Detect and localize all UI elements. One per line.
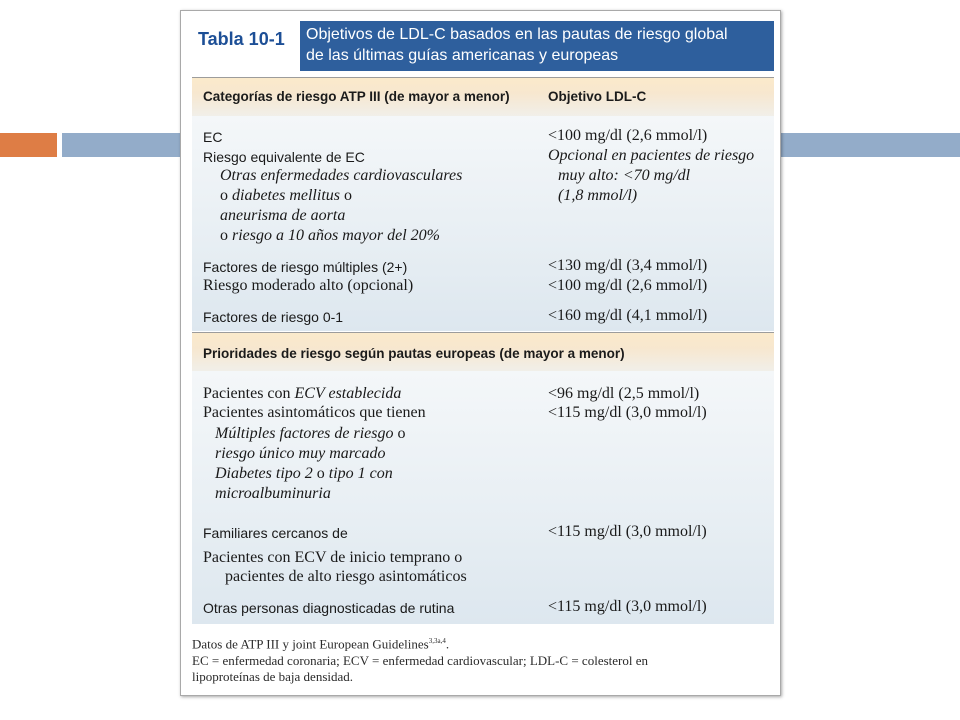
- text-diabetes-tipo-2: Diabetes tipo 2: [215, 465, 313, 482]
- row-ecv-label: [203, 385, 401, 403]
- row-equiv-goal-1: Opcional en pacientes de riesgo: [548, 147, 755, 164]
- row-others-label: Otras personas diagnosticadas de rutina: [203, 600, 455, 616]
- row-equiv-sub-3: aneurisma de aorta: [220, 207, 346, 224]
- footnote-refs: 3,3a,4: [428, 637, 446, 645]
- section-2-header: [192, 332, 774, 371]
- row-low-label: Factores de riesgo 0-1: [203, 309, 344, 325]
- row-ec-label: EC: [203, 129, 223, 145]
- table-label: Tabla 10-1: [192, 21, 300, 71]
- text-multiples-factores: Múltiples factores de riesgo: [215, 425, 394, 442]
- section-1-header: [192, 77, 774, 116]
- row-equiv-sub-2: [220, 187, 352, 205]
- text-o: o: [220, 187, 228, 204]
- col-header-categories: Categorías de riesgo ATP III (de mayor a menor): [203, 89, 510, 104]
- text-diabetes: diabetes mellitus: [232, 187, 340, 204]
- table-title-line-1: Objetivos de LDL-C basados en las pautas de riesgo global: [306, 26, 728, 43]
- row-multi-goal: <130 mg/dl (3,4 mmol/l): [548, 257, 708, 274]
- row-ec-goal: <100 mg/dl (2,6 mmol/l): [548, 127, 708, 144]
- footnote-source: Datos de ATP III y joint European Guidelines: [192, 636, 429, 652]
- col-header-goal: Objetivo LDL-C: [548, 89, 647, 104]
- text-ecv-establecida: ECV establecida: [294, 385, 402, 402]
- slide-accent-bar-blue-right: [780, 133, 960, 157]
- table-title-line-2: de las últimas guías americanas y europeas: [306, 47, 619, 64]
- footnote-line-3: lipoproteínas de baja densidad.: [192, 669, 354, 685]
- text-o: o: [316, 465, 325, 482]
- row-equiv-label: Riesgo equivalente de EC: [203, 149, 365, 165]
- row-ecv-goal: <96 mg/dl (2,5 mmol/l): [548, 385, 700, 402]
- row-others-goal: <115 mg/dl (3,0 mmol/l): [548, 598, 707, 615]
- row-moderate-label: Riesgo moderado alto (opcional): [203, 277, 414, 294]
- row-equiv-sub-4: [220, 227, 440, 245]
- text-pacientes-con: Pacientes con: [203, 385, 291, 402]
- slide-accent-bar-blue-left: [62, 133, 182, 157]
- footnote-period: .: [445, 636, 450, 652]
- row-relatives-sub-2: pacientes de alto riesgo asintomáticos: [225, 568, 467, 585]
- row-asymp-goal: <115 mg/dl (3,0 mmol/l): [548, 404, 707, 421]
- row-asymp-sub-3: [215, 465, 393, 483]
- row-equiv-goal-2: muy alto: <70 mg/dl: [558, 167, 691, 184]
- text-tipo-1: tipo 1 con: [328, 465, 393, 482]
- row-relatives-goal: <115 mg/dl (3,0 mmol/l): [548, 523, 707, 540]
- table-image: [180, 10, 781, 696]
- table-title: [300, 21, 774, 71]
- section-1-body: [192, 116, 774, 331]
- row-moderate-goal: <100 mg/dl (2,6 mmol/l): [548, 277, 708, 294]
- row-low-goal: <160 mg/dl (4,1 mmol/l): [548, 307, 708, 324]
- row-asymp-label: Pacientes asintomáticos que tienen: [203, 404, 426, 421]
- row-multi-label: Factores de riesgo múltiples (2+): [203, 259, 408, 275]
- row-relatives-sub-1: Pacientes con ECV de inicio temprano o: [203, 549, 463, 566]
- row-asymp-sub-1: [215, 425, 406, 443]
- table-footnote: [192, 633, 767, 686]
- text-o: o: [397, 425, 406, 442]
- footnote-line-2: EC = enfermedad coronaria; ECV = enfermedad cardiovascular; LDL-C = colesterol en: [192, 652, 648, 668]
- row-relatives-label: Familiares cercanos de: [203, 525, 348, 541]
- footnote-line-1: [192, 633, 767, 653]
- table-header: [192, 21, 774, 71]
- row-asymp-sub-4: microalbuminuria: [215, 485, 331, 502]
- text-o: o: [220, 227, 228, 244]
- row-asymp-sub-2: riesgo único muy marcado: [215, 445, 386, 462]
- text-risk-10y: riesgo a 10 años mayor del 20%: [232, 227, 440, 244]
- section-2-title: Prioridades de riesgo según pautas europeas (de mayor a menor): [203, 346, 625, 361]
- slide-accent-bar-orange: [0, 133, 57, 157]
- text-o: o: [343, 187, 352, 204]
- row-equiv-goal-3: (1,8 mmol/l): [558, 187, 638, 204]
- section-2-body: [192, 371, 774, 624]
- row-equiv-sub-1: Otras enfermedades cardiovasculares: [220, 167, 463, 184]
